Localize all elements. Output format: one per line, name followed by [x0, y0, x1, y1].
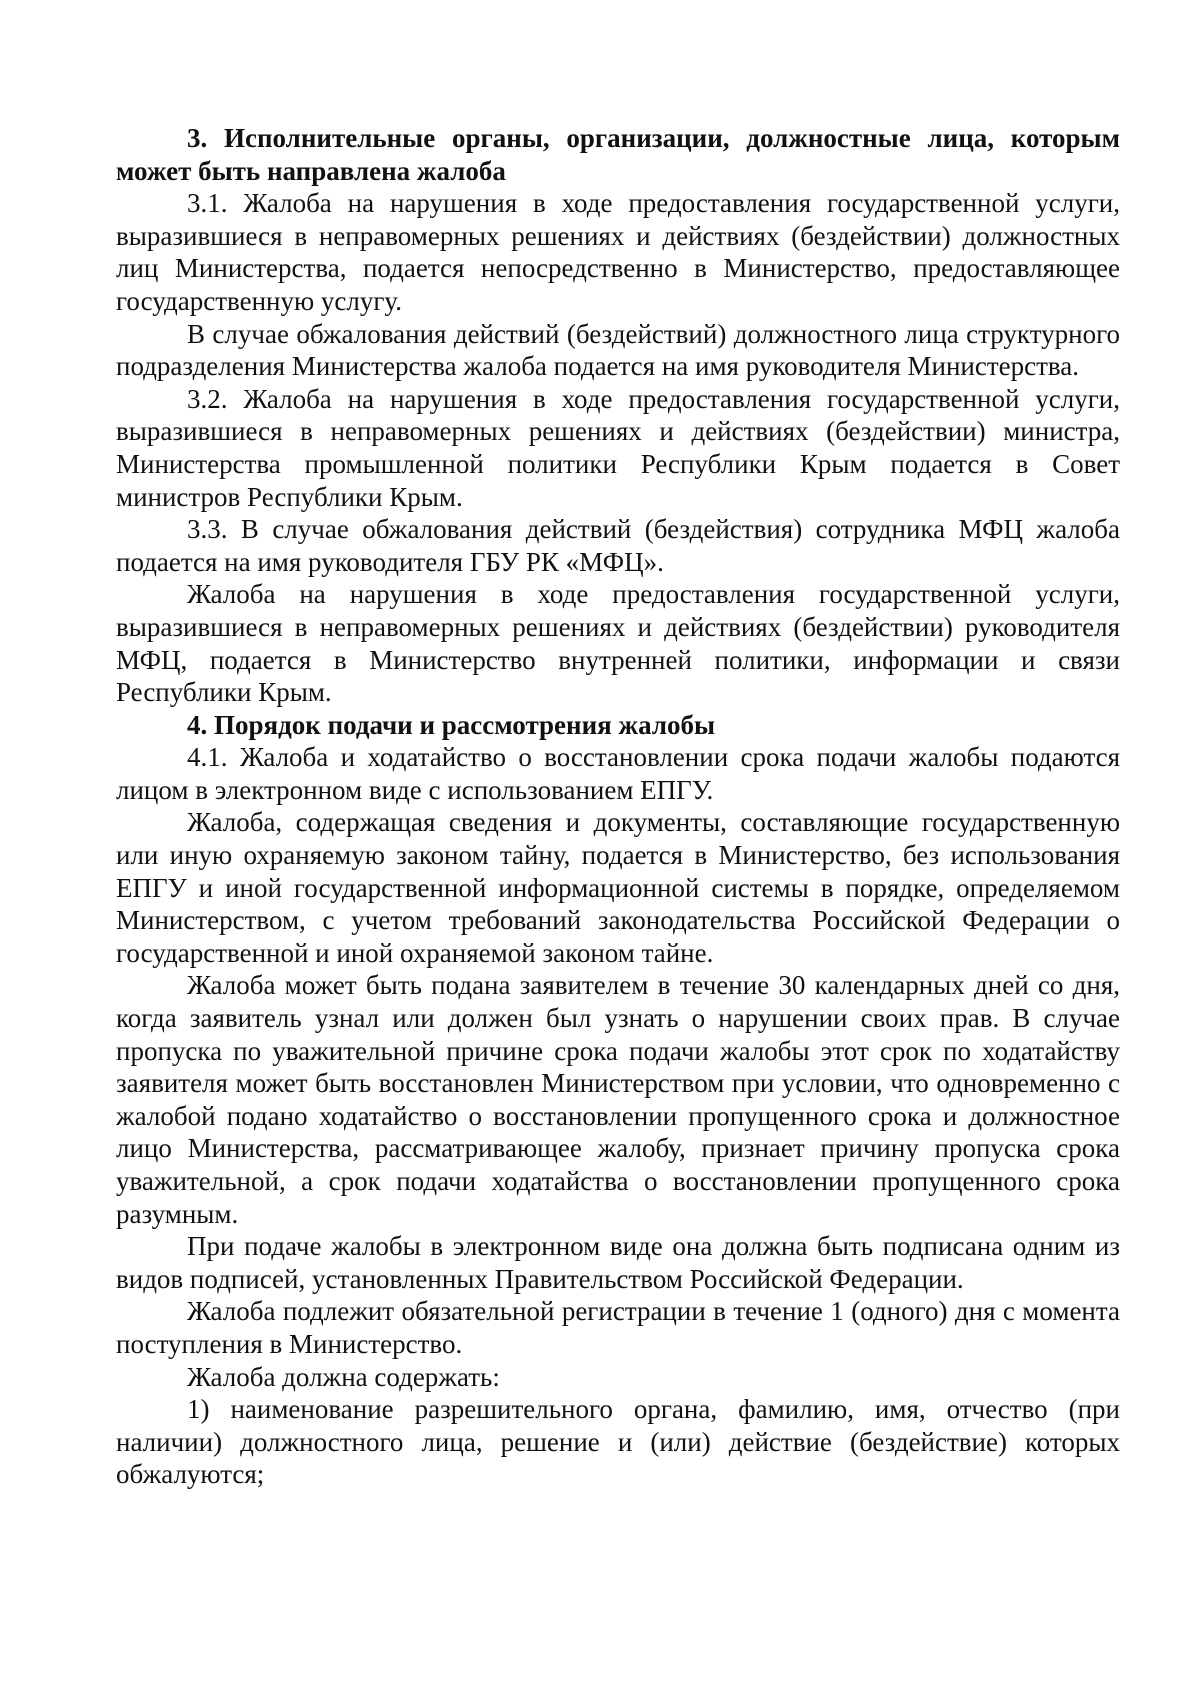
paragraph-3-3: 3.3. В случае обжалования действий (бездействия) сотрудника МФЦ жалоба подается на имя руководителя ГБУ РК «МФЦ». — [116, 514, 1120, 577]
paragraph-3-1: 3.1. Жалоба на нарушения в ходе предоставления государственной услуги, выразившиеся в неправомерных решениях и действиях (бездействии) должностных лиц Министерства, подается непосредственно в Министерство, предоставляющее государственную услугу. — [116, 188, 1120, 316]
paragraph-4-1-c: Жалоба может быть подана заявителем в течение 30 календарных дней со дня, когда заявитель узнал или должен был узнать о нарушении своих прав. В случае пропуска по уважительной причине срока подачи жалобы этот срок по ходатайству заявителя может быть восстановлен Министерством при условии, что одновременно с жалобой подано ходатайство о восстановлении пропущенного срока и должностное лицо Министерства, рассматривающее жалобу, признает причину пропуска срока уважительной, а срок подачи ходатайства о восстановлении пропущенного срока разумным. — [116, 970, 1120, 1229]
paragraph-4-1-g: 1) наименование разрешительного органа, фамилию, имя, отчество (при наличии) должностного лица, решение и (или) действие (бездействие) которых обжалуются; — [116, 1394, 1120, 1490]
paragraph-3-2: 3.2. Жалоба на нарушения в ходе предоставления государственной услуги, выразившиеся в неправомерных решениях и действиях (бездействии) министра, Министерства промышленной политики Республики Крым подается в Совет министров Республики Крым. — [116, 383, 1120, 512]
paragraph-4-1-e: Жалоба подлежит обязательной регистрации в течение 1 (одного) дня с момента поступления в Министерство. — [116, 1296, 1120, 1359]
paragraph-4-1-f: Жалоба должна содержать: — [187, 1361, 500, 1392]
paragraph-3-1-b: В случае обжалования действий (бездействий) должностного лица структурного подразделения Министерства жалоба подается на имя руководителя Министерства. — [116, 318, 1120, 382]
paragraph-4-1: 4.1. Жалоба и ходатайство о восстановлении срока подачи жалобы подаются лицом в электронном виде с использованием ЕПГУ. — [116, 742, 1120, 805]
paragraph-4-1-d: При подаче жалобы в электронном виде она должна быть подписана одним из видов подписей, установленных Правительством Российской Федерации. — [116, 1231, 1120, 1294]
section-3-heading: 3. Исполнительные органы, организации, должностные лица, которым может быть направлена жалоба — [116, 123, 1120, 186]
paragraph-4-1-b: Жалоба, содержащая сведения и документы, составляющие государственную или иную охраняемую законом тайну, подается в Министерство, без использования ЕПГУ и иной государственной информационной системы в порядке, определяемом Министерством, с учетом требований законодательства Российской Федерации о государственной и иной охраняемой законом тайне. — [116, 807, 1120, 968]
section-4-heading: 4. Порядок подачи и рассмотрения жалобы — [187, 709, 716, 740]
paragraph-3-3-b: Жалоба на нарушения в ходе предоставления государственной услуги, выразившиеся в неправомерных решениях и действиях (бездействии) руководителя МФЦ, подается в Министерство внутренней политики, информации и связи Республики Крым. — [116, 579, 1120, 708]
